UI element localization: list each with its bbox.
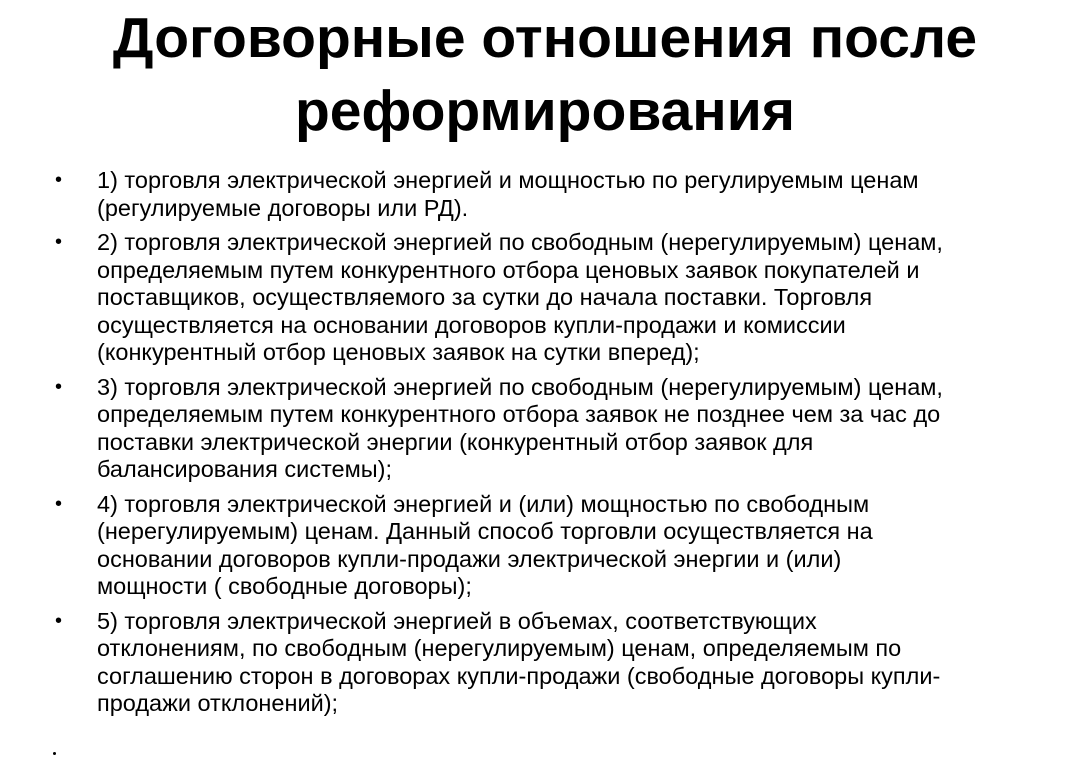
bullet-text-line: (регулируемые договоры или РД). [97, 194, 469, 221]
bullet-text [97, 229, 1085, 367]
bullet-text-line: соглашению сторон в договорах купли-продажи (свободные договоры купли- [97, 662, 941, 689]
bullet-text-line: 2) торговля электрической энергией по свободным (нерегулируемым) ценам, [97, 229, 943, 255]
bullet-text-line: 3) торговля электрической энергией по свободным (нерегулируемым) ценам, [97, 373, 943, 400]
bullet-text-line: поставки электрической энергии (конкурентный отбор заявок для [97, 428, 814, 455]
slide-title [20, 2, 1070, 148]
bullet-text-line: 1) торговля электрической энергией и мощностью по регулируемым ценам [97, 167, 919, 193]
bullet-item-1 [0, 167, 1085, 222]
bullet-text-line: определяемым путем конкурентного отбора ценовых заявок покупателей и [97, 256, 920, 283]
slide-title-line: Договорные отношения после [112, 6, 978, 70]
bullet-item-2 [0, 229, 1085, 367]
bullet-text-line: продажи отклонений); [97, 690, 339, 716]
bullet-item-3 [0, 374, 1085, 484]
bullet-text-line: 4) торговля электрической энергией и (или) мощностью по свободным [97, 490, 870, 517]
bullet-text [97, 608, 1085, 718]
slide-title-line: реформирования [294, 79, 796, 143]
bullet-icon: • [55, 231, 63, 253]
bullet-text-line: (конкурентный отбор ценовых заявок на сутки вперед); [97, 339, 700, 365]
bullet-text-line: мощности ( свободные договоры); [97, 573, 472, 599]
bullet-icon: • [55, 492, 63, 515]
bullet-text [97, 167, 1085, 222]
bullet-icon: • [55, 375, 63, 398]
bullet-text-line: отклонениям, по свободным (нерегулируемым) ценам, определяемым по [97, 635, 902, 661]
empty-bullet-icon [53, 752, 56, 755]
bullet-text-line: основании договоров купли-продажи электрической энергии и (или) [97, 545, 842, 572]
bullet-text [97, 491, 1085, 601]
bullet-text-line: балансирования системы); [97, 456, 393, 482]
bullet-text [97, 374, 1085, 484]
bullet-icon: • [55, 169, 63, 191]
bullet-item-5 [0, 608, 1085, 718]
bullet-text-line: поставщиков, осуществляемого за сутки до начала поставки. Торговля [97, 284, 873, 310]
bullet-text-line: определяемым путем конкурентного отбора заявок не позднее чем за час до [97, 401, 941, 427]
bullet-text-line: осуществляется на основании договоров купли-продажи и комиссии [97, 311, 846, 338]
bullet-text-line: 5) торговля электрической энергией в объемах, соответствующих [97, 607, 817, 634]
bullet-icon: • [55, 609, 63, 632]
bullet-list [0, 167, 1085, 725]
bullet-item-4 [0, 491, 1085, 601]
bullet-text-line: (нерегулируемым) ценам. Данный способ торговли осуществляется на [97, 518, 873, 544]
